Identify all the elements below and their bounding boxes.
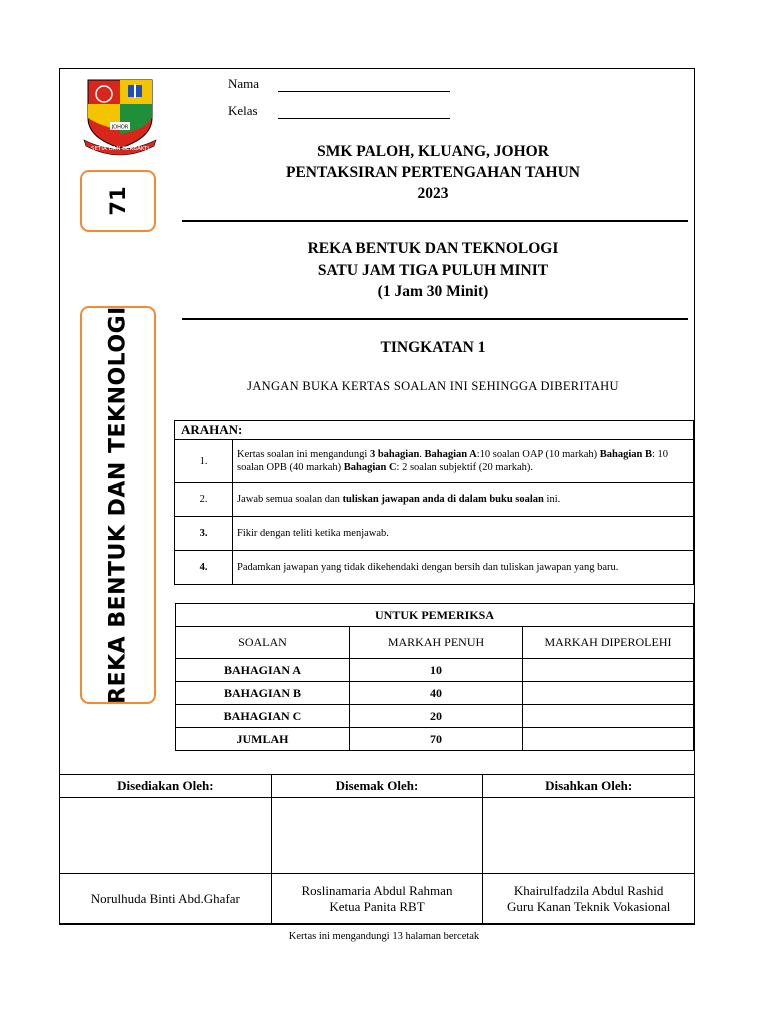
marks-obtained-cell[interactable] [523, 705, 694, 728]
approved-by-label: Disahkan Oleh: [483, 775, 695, 798]
section-cell: JUMLAH [176, 728, 350, 751]
marks-table-title: UNTUK PEMERIKSA [176, 604, 694, 627]
name-line[interactable] [278, 91, 450, 92]
section-cell: BAHAGIAN B [176, 682, 350, 705]
prepared-signature-box[interactable] [60, 798, 272, 874]
class-label: Kelas [228, 103, 258, 118]
instruction-number: 1. [175, 440, 233, 483]
page-count-note: Kertas ini mengandungi 13 halaman bercetak [288, 931, 480, 942]
warning-text: JANGAN BUKA KERTAS SOALAN INI SEHINGGA DIBERITAHU [247, 379, 619, 393]
instruction-text: Kertas soalan ini mengandungi 3 bahagian. Bahagian A:10 soalan OAP (10 markah) Bahagian B: 10 soalan OPB (40 markah) Bahagian C: 2 soalan subjektif (20 markah). [233, 440, 694, 483]
approved-signature-box[interactable] [483, 798, 695, 874]
exam-title: PENTAKSIRAN PERTENGAHAN TAHUN [286, 164, 580, 181]
subject-title: REKA BENTUK DAN TEKNOLOGI [307, 240, 559, 257]
table-row [176, 659, 694, 682]
instruction-number: 3. [175, 517, 233, 551]
col-header-question: SOALAN [176, 627, 350, 659]
divider-middle [182, 318, 688, 320]
prepared-by-name: Norulhuda Binti Abd.Ghafar [60, 874, 272, 925]
subject-code-badge [80, 170, 156, 232]
name-label: Nama [228, 76, 260, 91]
approved-by-role: Guru Kanan Teknik Vokasional [506, 899, 671, 914]
instruction-number: 4. [175, 551, 233, 585]
section-cell: BAHAGIAN C [176, 705, 350, 728]
checked-by-name: Roslinamaria Abdul Rahman Ketua Panita RBT [271, 874, 483, 925]
full-marks-cell: 20 [350, 705, 523, 728]
instructions-heading: ARAHAN: [175, 421, 694, 440]
duration: (1 Jam 30 Minit) [377, 283, 489, 300]
full-marks-cell: 40 [350, 682, 523, 705]
school-crest-logo [80, 74, 160, 158]
prepared-by-label: Disediakan Oleh: [60, 775, 272, 798]
table-row [176, 705, 694, 728]
table-row [176, 682, 694, 705]
col-header-marks-obtained: MARKAH DIPEROLEHI [523, 627, 694, 659]
subject-name-vertical: REKA BENTUK DAN TEKNOLOGI [105, 306, 131, 704]
col-header-full-marks: MARKAH PENUH [350, 627, 523, 659]
instruction-row [175, 517, 694, 551]
signature-table [59, 774, 695, 925]
instruction-row [175, 551, 694, 585]
svg-text:SETIA DAN BERBAKTI: SETIA DAN BERBAKTI [91, 146, 149, 152]
instruction-row [175, 483, 694, 517]
subject-code: 71 [106, 186, 130, 216]
instruction-number: 2. [175, 483, 233, 517]
marks-table [175, 603, 694, 751]
marks-obtained-cell[interactable] [523, 659, 694, 682]
svg-text:JOHOR: JOHOR [111, 124, 129, 131]
instructions-table [174, 420, 694, 585]
marks-obtained-cell[interactable] [523, 682, 694, 705]
school-name: SMK PALOH, KLUANG, JOHOR [317, 143, 549, 160]
checked-by-label: Disemak Oleh: [271, 775, 483, 798]
table-row [176, 728, 694, 751]
subject-name-badge [80, 306, 156, 704]
instruction-text: Padamkan jawapan yang tidak dikehendaki dengan bersih dan tuliskan jawapan yang baru. [233, 551, 694, 585]
class-line[interactable] [278, 118, 450, 119]
checked-by-role: Ketua Panita RBT [329, 899, 425, 914]
exam-year: 2023 [417, 185, 449, 202]
approved-by-name: Khairulfadzila Abdul Rashid Guru Kanan Teknik Vokasional [483, 874, 695, 925]
divider-top [182, 220, 688, 222]
full-marks-cell: 10 [350, 659, 523, 682]
marks-obtained-cell[interactable] [523, 728, 694, 751]
full-marks-cell: 70 [350, 728, 523, 751]
instruction-text: Jawab semua soalan dan tuliskan jawapan anda di dalam buku soalan ini. [233, 483, 694, 517]
checked-signature-box[interactable] [271, 798, 483, 874]
form-level: TINGKATAN 1 [380, 339, 486, 356]
instruction-text: Fikir dengan teliti ketika menjawab. [233, 517, 694, 551]
duration-words: SATU JAM TIGA PULUH MINIT [317, 262, 549, 279]
section-cell: BAHAGIAN A [176, 659, 350, 682]
instruction-row [175, 440, 694, 483]
